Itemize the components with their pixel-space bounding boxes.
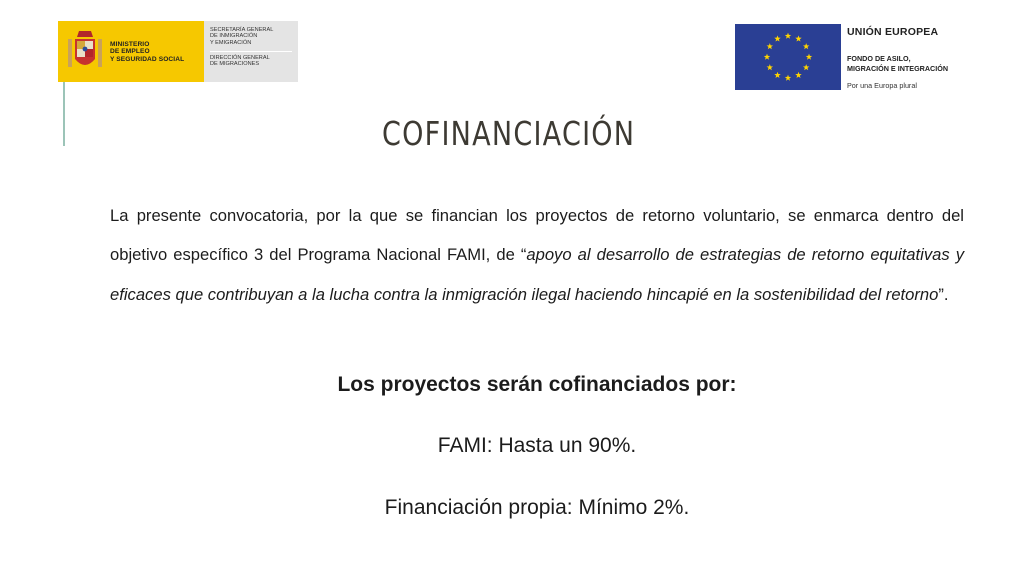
eu-title: UNIÓN EUROPEA bbox=[847, 26, 939, 38]
accent-line bbox=[63, 82, 65, 146]
paragraph-tail: ”. bbox=[938, 284, 949, 304]
eu-fund-name: FONDO DE ASILO, MIGRACIÓN E INTEGRACIÓN bbox=[847, 54, 949, 73]
eu-slogan: Por una Europa plural bbox=[847, 81, 917, 91]
secretaria-name: SECRETARÍA GENERAL DE INMIGRACIÓN Y EMIGRACIÓN bbox=[210, 27, 274, 46]
slide-title: COFINANCIACIÓN bbox=[382, 114, 636, 153]
direccion-name: DIRECCIÓN GENERAL DE MIGRACIONES bbox=[210, 55, 270, 68]
fami-percentage: FAMI: Hasta un 90%. bbox=[437, 434, 637, 457]
ministry-name: MINISTERIO DE EMPLEO Y SEGURIDAD SOCIAL bbox=[110, 41, 185, 63]
gov-logo-divider bbox=[210, 51, 292, 52]
government-logo bbox=[58, 21, 298, 82]
body-paragraph bbox=[110, 196, 964, 314]
eu-flag-icon bbox=[735, 24, 841, 90]
own-funding-percentage: Financiación propia: Mínimo 2%. bbox=[384, 496, 690, 519]
eu-logo-text bbox=[847, 26, 948, 90]
gov-logo-grey-panel bbox=[204, 21, 298, 82]
gov-logo-yellow-panel bbox=[58, 21, 204, 82]
cofinancing-subheading: Los proyectos serán cofinanciados por: bbox=[337, 373, 737, 396]
paragraph-quote: apoyo al desarrollo de estrategias de retorno equitativas y eficaces que contribuyan a la lucha contra la inmigración ilegal haciendo hincapié en la sostenibilidad del retorno bbox=[110, 245, 964, 304]
paragraph-lead: La presente convocatoria, por la que se financian los proyectos de retorno voluntario, se enmarca dentro del objetivo específico 3 del Programa Nacional FAMI, de “ bbox=[110, 206, 964, 265]
coat-of-arms-icon bbox=[66, 29, 104, 75]
